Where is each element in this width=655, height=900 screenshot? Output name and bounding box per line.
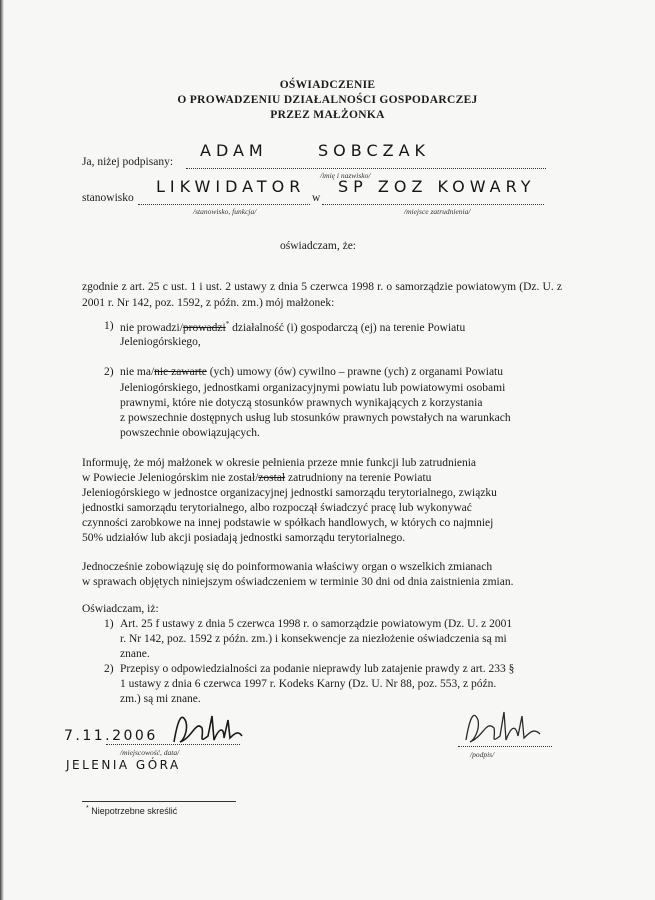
known-1-number: 1) (104, 618, 114, 630)
inform-line-1: Informuję, że mój małżonek w okresie pełnienia przeze mnie funkcji lub zatrudnienia (82, 457, 477, 469)
workplace-caption: /miejsce zatrudnienia/ (404, 207, 471, 216)
signer-dotted-line (186, 168, 546, 169)
inform-line-2-b: zatrudniony na terenie Powiatu (285, 472, 432, 484)
inform-line-2-struck: został (258, 472, 286, 484)
item-2-number: 2) (104, 366, 114, 378)
signer-last-name: SOBCZAK (318, 141, 431, 160)
known-1-line-2: r. Nr 142, poz. 1592 z późn. zm.) i konsekwencje za niezłożenie oświadczenia są mi (120, 633, 507, 645)
footnote-mark: * (86, 805, 89, 812)
inform-line-6: 50% udziałów lub akcji posiadają jednostki samorządu terytorialnego. (82, 532, 406, 544)
item-1-text-b: działalność (i) gospodarczą (ej) na terenie Powiatu (229, 321, 466, 334)
item-1-number: 1) (104, 320, 114, 332)
known-2-line-3: zm.) są mi znane. (120, 693, 201, 705)
position-label: stanowisko (82, 192, 134, 204)
item-2-text-b: (ych) umowy (ów) cywilno – prawne (ych) z organami Powiatu (206, 366, 503, 378)
item-1-line-2: Jeleniogórskiego, (120, 336, 201, 348)
right-signature-stroke (466, 712, 540, 742)
inform-line-3: Jeleniogórskiego w jednostce organizacyjnej jednostki samorządu terytorialnego, związku (82, 487, 497, 499)
inform-line-2 (82, 472, 431, 484)
position-value: LIKWIDATOR (156, 177, 306, 196)
intro-paragraph: zgodnie z art. 25 c ust. 1 i ust. 2 ustawy z dnia 5 czerwca 1998 r. o samorządzie powiatowym (Dz. U. z 2001 r. Nr 142, poz. 1592, z późn. zm.) mój małżonek: (82, 281, 562, 309)
known-2-line-1: Przepisy o odpowiedzialności za podanie nieprawdy lub zatajenie prawdy z art. 233 § (120, 663, 515, 675)
item-2-line-4: z powszechnie dostępnych usług lub stosunków prawnych powstałych na warunkach (120, 412, 511, 424)
known-1-line-1: Art. 25 f ustawy z dnia 5 czerwca 1998 r. o samorządzie powiatowym (Dz. U. z 2001 (120, 618, 513, 630)
left-signature-stroke (174, 716, 242, 742)
oblig-line-1: Jednocześnie zobowiązuję się do poinformowania właściwy organ o wszelkich zmianach (82, 561, 493, 573)
footnote-text: Niepotrzebne skreślić (91, 806, 178, 816)
position-connector: w (312, 192, 321, 204)
workplace-dotted-line (322, 204, 544, 205)
place-date-caption: /miejscowość, data/ (120, 748, 180, 757)
item-2-line-1 (120, 366, 503, 378)
footnote (86, 805, 177, 816)
inform-line-5: czynności zarobkowe na innej podstawie w spółkach handlowych, w których co najmniej (82, 517, 494, 529)
signature-dotted-line (458, 746, 552, 747)
position-dotted-line (138, 204, 310, 205)
inform-line-4: jednostki samorządu terytorialnego, albo rozpoczął świadczyć pracę lub wykonywać (82, 502, 472, 514)
item-2-line-5: powszechnie obowiązujących. (120, 427, 260, 439)
footer-date: 7.11.2006 (64, 728, 158, 744)
signature-caption: /podpis/ (470, 750, 495, 759)
known-1-line-3: znane. (120, 648, 150, 660)
date-dotted-line (106, 744, 240, 745)
item-1-struck: prowadzi (182, 321, 226, 334)
inform-line-2-a: w Powiecie Jeleniogórskim nie został/ (82, 472, 259, 484)
known-2-number: 2) (104, 663, 114, 675)
position-caption: /stanowisko, funkcja/ (193, 207, 257, 216)
footnote-rule (82, 801, 236, 802)
known-2-line-2: 1 ustawy z dnia 6 czerwca 1997 r. Kodeks Karny (Dz. U. Nr 88, poz. 553, z późn. (120, 678, 497, 690)
item-2-struck: nie zawarte (154, 366, 207, 378)
footer-place: JELENIA GÓRA (66, 758, 181, 772)
workplace-value: SP ZOZ KOWARY (338, 177, 536, 196)
item-1-text-a: nie prowadzi/ (120, 321, 183, 334)
item-2-line-3: prawnymi, które nie dotyczą stosunków prawnych wynikających z korzystania (120, 397, 483, 409)
title-line-3: PRZEZ MAŁŻONKA (270, 109, 385, 121)
item-2-line-2: Jeleniogórskiego, jednostkami organizacyjnymi powiatu lub powiatowymi osobami (120, 382, 506, 394)
declare-line: oświadczam, że: (280, 240, 356, 252)
oblig-line-2: w sprawach objętych niniejszym oświadczeniem w terminie 30 dni od dnia zaistnienia zmian. (82, 576, 514, 588)
signer-first-name: ADAM (200, 141, 268, 160)
item-2-text-a: nie ma/ (120, 366, 155, 378)
signer-label: Ja, niżej podpisany: (82, 156, 174, 168)
known-lead: Oświadczam, iż: (82, 603, 159, 615)
title-line-2: O PROWADZENIU DZIAŁALNOŚCI GOSPODARCZEJ (177, 94, 478, 106)
right-signature (456, 702, 556, 750)
item-1-footnote-mark: * (225, 320, 230, 328)
scan-edge-shadow (0, 0, 4, 900)
item-1-line-1 (120, 320, 465, 334)
signer-caption: /imię i nazwisko/ (320, 171, 371, 180)
title-line-1: OŚWIADCZENIE (279, 79, 376, 91)
